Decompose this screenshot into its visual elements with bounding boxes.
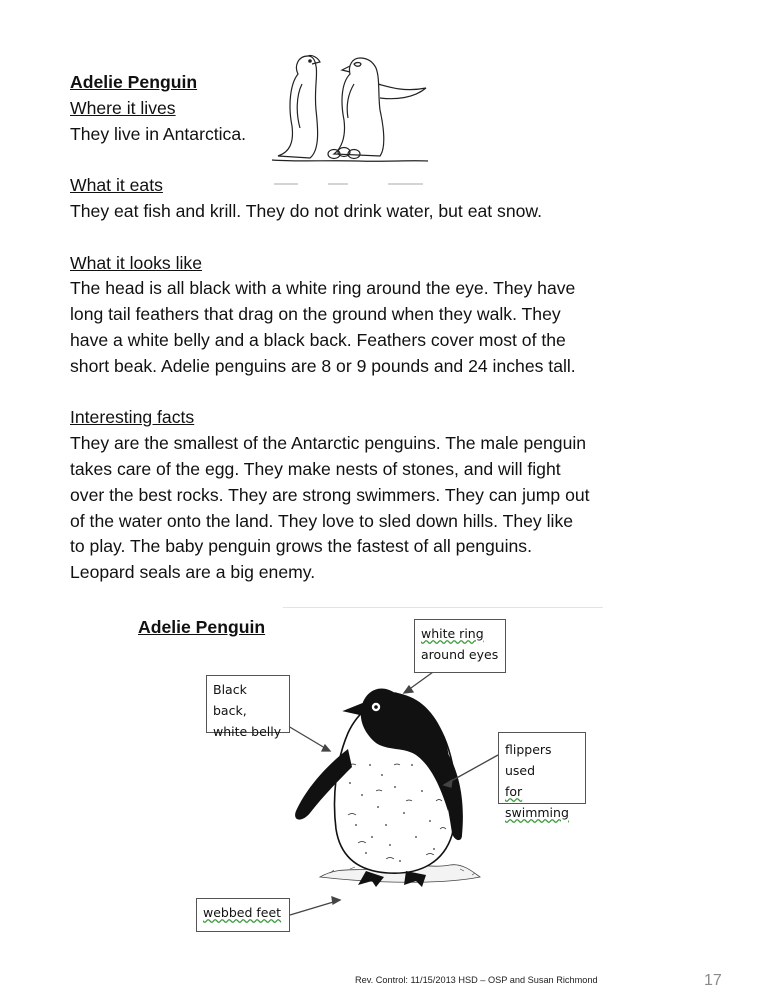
callout-back-belly-line1: Black back,: [213, 682, 247, 718]
facts-line: They are the smallest of the Antarctic penguins. The male penguin: [70, 433, 587, 454]
facts-line: to play. The baby penguin grows the fastest of all penguins.: [70, 536, 532, 557]
appearance-line: The head is all black with a white ring around the eye. They have: [70, 278, 576, 299]
callout-flippers-line2: for swimming: [505, 784, 569, 820]
appearance-line: have a white belly and a black back. Feathers cover most of the: [70, 329, 566, 350]
article-title: Adelie Penguin: [70, 72, 198, 92]
section-heading-diet: What it eats: [70, 175, 163, 196]
section-heading-appearance: What it looks like: [70, 252, 202, 273]
facts-line: of the water onto the land. They love to sled down hills. They like: [70, 510, 574, 531]
callout-eye-ring-line2: around eyes: [421, 647, 499, 662]
article-text: [70, 70, 660, 586]
page-number: 17: [704, 972, 722, 989]
revision-footer: Rev. Control: 11/15/2013 HSD – OSP and Susan Richmond: [355, 975, 598, 985]
callout-back-belly-line2: white belly: [213, 724, 282, 739]
callout-eye-ring-line1: white ring: [421, 626, 484, 641]
section-heading-habitat: Where it lives: [70, 97, 176, 118]
facts-line: Leopard seals are a big enemy.: [70, 562, 316, 583]
section-heading-facts: Interesting facts: [70, 407, 195, 428]
diet-text: They eat fish and krill. They do not drink water, but eat snow.: [70, 200, 543, 221]
appearance-line: long tail feathers that drag on the ground when they walk. They: [70, 304, 561, 325]
appearance-line: short beak. Adelie penguins are 8 or 9 pounds and 24 inches tall.: [70, 355, 576, 376]
penguin-diagram: [190, 615, 600, 945]
habitat-text: They live in Antarctica.: [70, 123, 247, 144]
callout-back-belly: [206, 675, 290, 739]
facts-line: over the best rocks. They are strong swimmers. They can jump out: [70, 484, 590, 505]
diagram-title: Adelie Penguin: [138, 617, 266, 637]
callout-flippers-line1: flippers used: [505, 742, 552, 778]
callout-feet: [196, 898, 290, 932]
callout-feet-line1: webbed feet: [203, 905, 282, 920]
facts-line: takes care of the egg. They make nests of stones, and will fight: [70, 458, 561, 479]
callout-flippers: [498, 732, 586, 820]
callout-eye-ring: [414, 619, 506, 673]
diagram-divider: [283, 607, 603, 608]
